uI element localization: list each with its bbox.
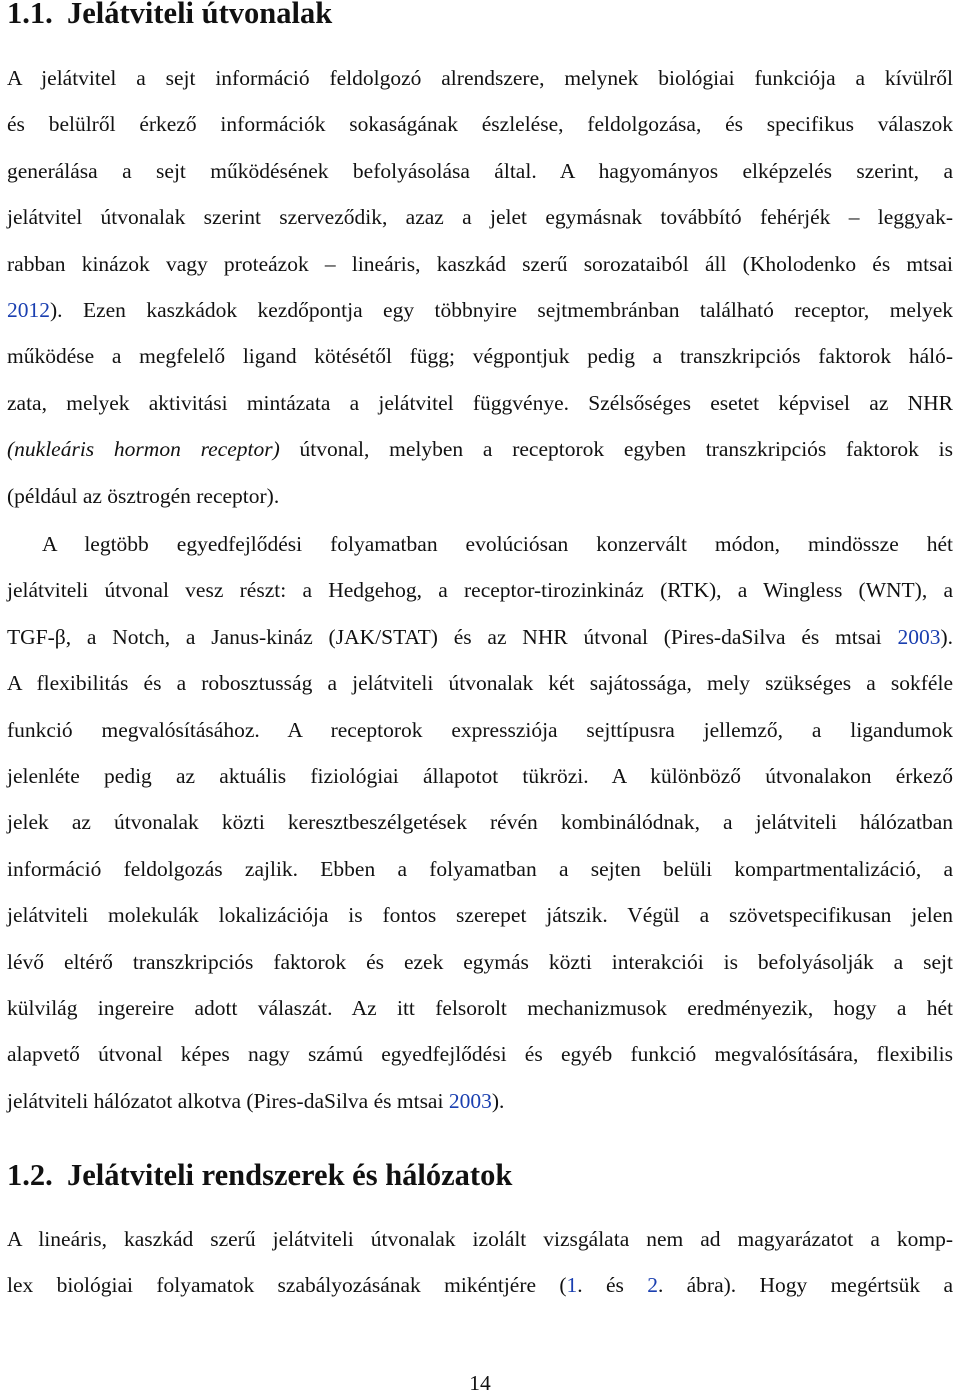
section-number: 1.2. bbox=[7, 1158, 53, 1192]
text-line: és belülről érkező információk sokaságának észlelése, feldolgozása, és specifikus válaszok bbox=[7, 112, 953, 137]
text-line bbox=[7, 614, 953, 660]
citation-link[interactable]: 2012 bbox=[7, 298, 50, 323]
text-line: A legtöbb egyedfejlődési folyamatban evolúciósan konzervált módon, mindössze hét bbox=[42, 532, 953, 556]
section-title: Jelátviteli útvonalak bbox=[67, 0, 333, 30]
text-line: információ feldolgozás zajlik. Ebben a folyamatban a sejten belüli kompartmentalizáció, a bbox=[7, 856, 953, 881]
figure-ref-link[interactable]: 1 bbox=[566, 1273, 578, 1298]
text-fragment: lex biológiai folyamatok szabályozásának mikéntjére ( bbox=[7, 1273, 567, 1298]
text-fragment: ). bbox=[491, 1088, 505, 1113]
text-fragment: ). Ezen kaszkádok kezdőpontja egy többnyire sejtmembránban található receptor, melyek bbox=[50, 298, 953, 323]
text-fragment: . ábra). Hogy megértsük a bbox=[657, 1273, 953, 1298]
italic-term: (nukleáris hormon receptor) bbox=[7, 437, 280, 462]
text-fragment: . és bbox=[577, 1273, 648, 1298]
citation-link[interactable]: 2003 bbox=[897, 624, 941, 649]
figure-ref-link[interactable]: 2 bbox=[647, 1273, 658, 1298]
section-heading-1-2 bbox=[7, 1158, 512, 1192]
text-line: jelek az útvonalak közti keresztbeszélgetések révén kombinálódnak, a jelátviteli hálózatban bbox=[7, 810, 953, 835]
text-line: alapvető útvonal képes nagy számú egyedfejlődési és egyéb funkció megvalósítására, flexibilis bbox=[7, 1042, 953, 1067]
text-line bbox=[7, 287, 953, 333]
text-line: funkció megvalósításához. A receptorok expressziója sejttípusra jellemző, a ligandumok bbox=[7, 717, 953, 742]
text-line bbox=[7, 1262, 953, 1308]
text-line: rabban kinázok vagy proteázok – lineáris, kaszkád szerű sorozataiból áll (Kholodenko és mtsai bbox=[7, 251, 953, 276]
text-fragment: jelátviteli hálózatot alkotva (Pires-daSilva és mtsai bbox=[7, 1088, 449, 1113]
text-line: zata, melyek aktivitási mintázata a jelátvitel függvénye. Szélsőséges esetet képvisel az NHR bbox=[7, 390, 953, 415]
text-line: jelátviteli útvonal vesz részt: a Hedgehog, a receptor-tirozinkináz (RTK), a Wingless (WNT), a bbox=[7, 578, 953, 603]
text-line: lévő eltérő transzkripciós faktorok és ezek egymás közti interakciói is befolyásolják a sejt bbox=[7, 949, 953, 974]
page-number: 14 bbox=[469, 1371, 491, 1395]
text-fragment: ). bbox=[940, 624, 953, 649]
section-number: 1.1. bbox=[7, 0, 53, 30]
text-line: jelenléte pedig az aktuális fiziológiai állapotot tükrözi. A különböző útvonalakon érkező bbox=[7, 764, 953, 789]
text-line: A flexibilitás és a robosztusság a jelátviteli útvonalak két sajátossága, mely szükséges a sokféle bbox=[7, 671, 953, 696]
paragraph-3 bbox=[7, 1216, 953, 1309]
text-line bbox=[7, 1078, 953, 1124]
text-line: jelátviteli molekulák lokalizációja is fontos szerepet játszik. Végül a szövetspecifikusan jelen bbox=[7, 903, 953, 928]
section-title: Jelátviteli rendszerek és hálózatok bbox=[67, 1158, 513, 1192]
text-line bbox=[7, 426, 953, 472]
paragraph-2 bbox=[7, 521, 953, 1124]
text-line: működése a megfelelő ligand kötésétől függ; végpontjuk pedig a transzkripciós faktorok háló- bbox=[7, 344, 953, 369]
paragraph-1 bbox=[7, 55, 953, 519]
text-line: jelátvitel útvonalak szerint szerveződik, azaz a jelet egymásnak továbbító fehérjék – leggyak- bbox=[7, 205, 953, 230]
text-line: (például az ösztrogén receptor). bbox=[7, 483, 280, 508]
text-fragment: TGF-β, a Notch, a Janus-kináz (JAK/STAT) és az NHR útvonal (Pires-daSilva és mtsai bbox=[7, 624, 898, 649]
text-line: A jelátvitel a sejt információ feldolgozó alrendszere, melynek biológiai funkciója a kívülről bbox=[7, 66, 953, 90]
citation-link[interactable]: 2003 bbox=[448, 1088, 492, 1113]
section-heading-1-1 bbox=[7, 0, 332, 30]
text-fragment: útvonal, melyben a receptorok egyben transzkripciós faktorok is bbox=[279, 437, 953, 462]
text-line: A lineáris, kaszkád szerű jelátviteli útvonalak izolált vizsgálata nem ad magyarázatot a komp- bbox=[7, 1227, 953, 1251]
text-line: generálása a sejt működésének befolyásolása által. A hagyományos elképzelés szerint, a bbox=[7, 158, 953, 183]
text-line: külvilág ingereire adott válaszát. Az itt felsorolt mechanizmusok eredményezik, hogy a hét bbox=[7, 996, 953, 1021]
